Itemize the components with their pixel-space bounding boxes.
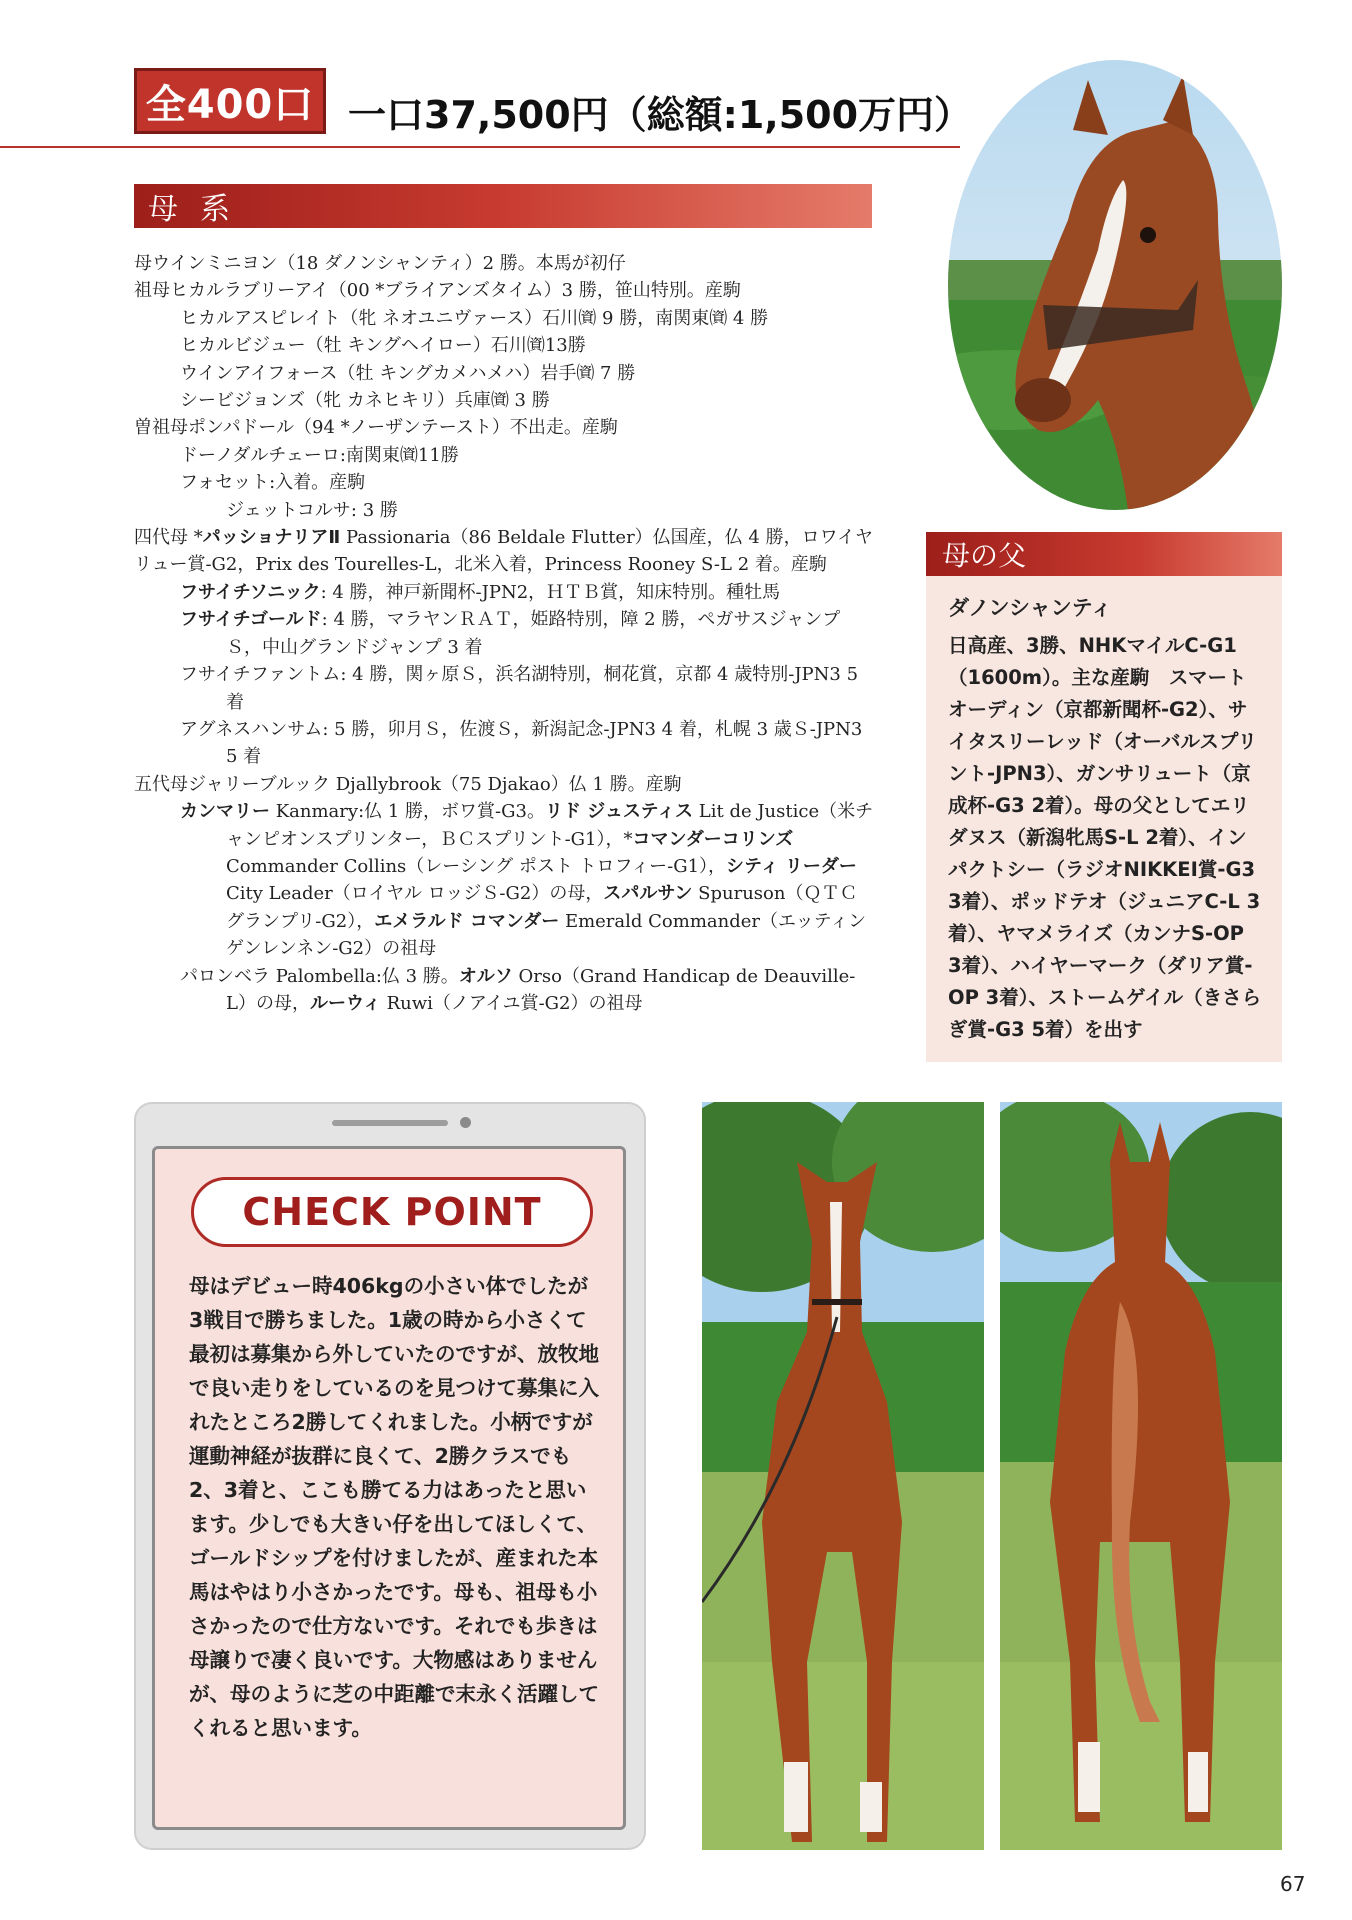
great-granddam-line: 曽祖母ポンパドール（94 *ノーザンテースト）不出走。産駒	[134, 417, 618, 439]
fifth-dam-line: 五代母ジャリーブルック Djallybrook（75 Djakao）仏 1 勝。産駒	[134, 773, 682, 795]
offspring-entry: フサイチソニック: 4 勝，神戸新聞杯-JPN2，ＨＴＢ賞，知床特別。種牡馬	[180, 581, 781, 603]
offspring-line: シービジョンズ（牝 カネヒキリ）兵庫㈾ 3 勝	[180, 390, 550, 412]
checkpoint-title: CHECK POINT	[191, 1177, 593, 1247]
offspring-line: ウインアイフォース（牡 キングカメハメハ）岩手㈾ 7 勝	[180, 362, 636, 384]
dam-sire-name: ダノンシャンティ	[948, 596, 1112, 620]
horse-front-photo	[702, 1102, 984, 1850]
offspring-line: ジェットコルサ: 3 勝	[226, 499, 398, 521]
section-title-bar: 母系	[134, 184, 872, 228]
horse-rear-photo	[1000, 1102, 1282, 1850]
dam-sire-panel	[926, 532, 1282, 1062]
offspring-entry: パロンベラ Palombella:仏 3 勝。オルソ Orso（Grand Handicap de Deauville-L）の母，ルーウィ Ruwi（ノアイユ賞-G2）の祖母	[180, 965, 856, 1014]
granddam-line: 祖母ヒカルラブリーアイ（00 *ブライアンズタイム）3 勝，笹山特別。産駒	[134, 280, 741, 302]
offspring-entry: フサイチゴールド: 4 勝，マラヤンＲＡＴ，姫路特別，障 2 勝，ペガサスジャンプＳ，中山グランドジャンプ 3 着	[180, 609, 841, 658]
horse-head-photo	[948, 60, 1282, 510]
share-count-badge: 全400口	[134, 68, 326, 134]
offspring-entry: カンマリー Kanmary:仏 1 勝，ボワ賞-G3。リド ジュスティス Lit de Justice（米チャンピオンスプリンター，ＢＣスプリント-G1），*コマンダーコリンズ Commander Collins（レーシング ポスト トロフィー-G1），シティ リーダー City Leader（ロイヤル ロッジＳ-G2）の母，スパルサン Spuruson（ＱＴＣグランプリ-G2），エメラルド コマンダー Emerald Commander（エッティンゲンレンネン-G2）の祖母	[180, 801, 874, 960]
dam-line: 母ウインミニヨン（18 ダノンシャンティ）2 勝。本馬が初仔	[134, 253, 626, 274]
offspring-line: ドーノダルチェーロ:南関東㈾11勝	[180, 444, 459, 466]
offspring-line: ヒカルアスピレイト（牝 ネオユニヴァース）石川㈾ 9 勝，南関東㈾ 4 勝	[180, 307, 769, 329]
header-rule	[0, 146, 960, 148]
checkpoint-text: 母はデビュー時406kgの小さい体でしたが3戦目で勝ちました。1歳の時から小さくて最初は募集から外していたのですが、放牧地で良い走りをしているのを見つけて募集に入れたところ2勝してくれました。小柄ですが運動神経が抜群に良くて、2勝クラスでも2、3着と、ここも勝てる力はあったと思います。少しでも大きい仔を出してほしくて、ゴールドシップを付けましたが、産まれた本馬はやはり小さかったです。母も、祖母も小さかったので仕方ないです。それでも歩きは母譲りで凄く良いです。大物感はありませんが、母のように芝の中距離で末永く活躍してくれると思います。	[189, 1274, 599, 1740]
checkpoint-screen	[152, 1146, 626, 1830]
horse-name: パッショナリアⅡ	[202, 527, 341, 549]
pedigree-text	[134, 250, 874, 1017]
page-number: 67	[1280, 1872, 1306, 1896]
tablet-camera	[460, 1117, 471, 1128]
checkpoint-tablet	[134, 1102, 646, 1850]
tablet-speaker	[332, 1120, 448, 1126]
offspring-line: ヒカルビジュー（牡 キングヘイロー）石川㈾13勝	[180, 335, 586, 357]
fourth-dam-entry: 四代母 *パッショナリアⅡ Passionaria（86 Beldale Flutter）仏国産，仏 4 勝，ロワイヤリュー賞-G2，Prix des Tourelles-L，北米入着，Princess Rooney S-L 2 着。産駒	[134, 527, 874, 576]
dam-sire-description: 日高産、3勝、NHKマイルC-G1（1600m）。主な産駒 スマートオーディン（京都新聞杯-G2）、サイタスリーレッド（オーバルスプリント-JPN3）、ガンサリュート（京成杯-G3 2着）。母の父としてエリダヌス（新潟牝馬S-L 2着）、インパクトシー（ラジオNIKKEI賞-G3 3着）、ポッドテオ（ジュニアC-L 3着）、ヤマメライズ（カンナS-OP 3着）、ハイヤーマーク（ダリア賞-OP 3着）、ストームゲイル（きさらぎ賞-G3 5着）を出す	[948, 634, 1262, 1041]
horse-name: フサイチゴールド	[180, 609, 322, 631]
price-heading: 一口37,500円（総額:1,500万円）	[348, 93, 973, 137]
offspring-line: フォセット:入着。産駒	[180, 472, 366, 494]
dam-sire-heading: 母の父	[926, 532, 1282, 576]
horse-name: フサイチソニック	[180, 581, 321, 603]
offspring-entry: フサイチファントム: 4 勝，関ヶ原Ｓ，浜名湖特別，桐花賞，京都 4 歳特別-JPN3 5 着	[180, 664, 859, 713]
offspring-entry: アグネスハンサム: 5 勝，卯月Ｓ，佐渡Ｓ，新潟記念-JPN3 4 着，札幌 3 歳Ｓ-JPN3 5 着	[180, 718, 863, 768]
